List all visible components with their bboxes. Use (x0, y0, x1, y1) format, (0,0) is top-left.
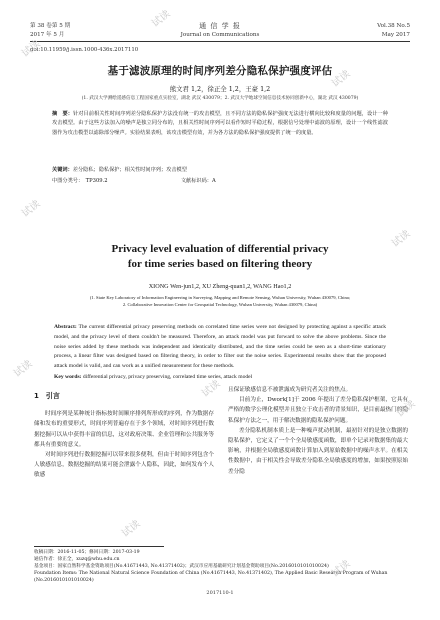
affiliation-en-1: (1. State Key Laboratory of Information Engineering in Surveying, Mapping and Remote Sensing, Wuhan University, Wuhan 430079, China; (89, 295, 351, 300)
paper-title-en-line2: for time series based on filtering theory (127, 258, 313, 270)
watermark: 试读 (389, 228, 413, 250)
footnote-corresponding: 通信作者：徐正全，xuzq@whu.edu.cn (34, 557, 120, 562)
authors-cn: 熊文君 1,2，徐正全 1,2，王豪 1,2 (169, 85, 271, 93)
body-paragraph: 目前为止，Dwork[1]于 2006 年提出了差分隐私保护框架，它具有严格的数学公理化模型并且独立于攻击者的背景知识，是目前最热门的隐私保护方法之一，用于解决数据的隐私保护问题。 (228, 397, 408, 424)
header-journal-cn: 通 信 学 报 (199, 22, 241, 30)
keywords-text-cn: 差分隐私；隐私保护；相关性时间序列；攻击模型 (72, 167, 187, 173)
watermark: 试读 (19, 38, 43, 60)
document-code: 文献标识码：A (180, 178, 216, 184)
header-volume-en: Vol.38 No.5 (377, 23, 410, 29)
keywords-en (54, 373, 386, 383)
abstract-en (54, 323, 386, 383)
watermark: 试读 (11, 358, 35, 380)
keywords-text-en: differential privacy, privacy preserving, correlated time series, attack model (82, 373, 253, 380)
paper-title-en-line1: Privacy level evaluation of differential privacy (111, 243, 329, 255)
body-paragraph: 时间序列是某种统计指标按时间顺序排列所形成的序列，作为数据存储和发布的重要形式，时间序列普遍存在于多个领域，对时间序列进行数据挖掘可以从中获得丰富的信息，这对政府决策、企业管理和公共服务等都具有重要的意义。 (34, 411, 214, 448)
body-column-right (228, 385, 408, 477)
footnote-funding-en: Foundation Items: The National Natural Science Foundation of China (No.41671443, No.41371402), The Applied Basic Research Program of Wuhan (No.2016010101010024) (34, 571, 388, 583)
header-journal-en: Journal on Communications (180, 32, 260, 38)
watermark: 试读 (199, 378, 223, 400)
abstract-cn (52, 110, 388, 138)
classification-line (52, 177, 388, 186)
authors-en: XIONG Wen-jun1,2, XU Zheng-quan1,2, WANG Hao1,2 (148, 283, 292, 290)
watermark: 试读 (119, 518, 143, 540)
watermark: 试读 (149, 8, 173, 30)
section-heading-introduction: 1 引言 (34, 392, 60, 400)
header-volume-cn: 第 38 卷第 5 期 (30, 23, 71, 29)
watermark: 试读 (19, 198, 43, 220)
watermark: 试读 (329, 68, 353, 90)
doi-line: doi:10.11959/j.issn.1000-436x.2017110 (30, 47, 139, 53)
clc-number: 中图分类号： TP309.2 (52, 178, 108, 184)
affiliations-en (40, 294, 400, 309)
keywords-label-en: Key words: (54, 373, 82, 380)
paper-title-cn: 基于滤波原理的时间序列差分隐私保护强度评估 (107, 65, 333, 77)
affiliations-cn: (1. 武汉大学测绘遥感信息工程国家重点实验室，湖北 武汉 430079；2. 武汉大学地球空间信息技术协同创新中心，湖北 武汉 430079) (81, 96, 359, 101)
paper-title-en (0, 242, 440, 272)
keywords-cn (52, 166, 388, 175)
affiliation-en-2: 2. Collaborative Innovation Center for Geospatial Technology, Wuhan University, Wuhan 430079, China) (122, 302, 318, 308)
footnote-funding-cn: 基金项目：国家自然科学基金资助项目(No.41671443, No.41371402)；武汉市应用基础研究计划基金资助项目(No.2016010101010024) (34, 564, 329, 569)
footnote-received: 收稿日期：2016-11-05；修回日期：2017-03-19 (34, 550, 140, 555)
abstract-text-en: The current differential privacy preserving methods on correlated time series were not designed by protecting against a specific attack model, and the privacy level of them couldn't be measured. Therefore, an attack model was put forward to solve the above problems. Since the noise series added by these methods was independent and identically distributed, and the time series could be seen as a short-time stationary process, a linear filter was designed based on filtering theory, in order to filter out the noise series. Experimental results show that the proposed attack model is valid, and can work as a unified measurement for these methods. (54, 324, 386, 370)
watermark: 试读 (394, 398, 418, 420)
watermark: 试读 (329, 558, 353, 580)
body-paragraph: 且保证敏感信息不被泄露成为研究者关注的焦点。 (228, 387, 352, 393)
header-date-cn: 2017 年 5 月 (30, 32, 65, 38)
abstract-text-cn: 针对目前相关性时间序列差分隐私保护方法没有统一的攻击模型，且不同方法的隐私保护强度无法进行横向比较和度量的问题，设计一种攻击模型。由于这些方法加入的噪声是独立同分布的，且相关性时间序列可以看作短时平稳过程，根据信号处理中滤波的原理，设计一个线性滤波器作为攻击模型以滤除部分噪声。实验结果表明，该攻击模型有效，并为各方法的隐私保护强度提供了统一的度量。 (52, 111, 388, 136)
abstract-label-en: Abstract: (54, 324, 77, 330)
page-number: 2017110-1 (206, 590, 234, 596)
body-paragraph: 对时间序列进行数据挖掘可以带来很多便利，但由于时间序列包含个人敏感信息，数据挖掘的结果可能会泄露个人隐私，因此，如何发布个人敏感 (34, 452, 214, 479)
footnote-rule (34, 546, 164, 547)
keywords-label-cn: 关键词： (52, 167, 73, 173)
header-rule (30, 41, 410, 42)
header-date-en: May 2017 (381, 32, 410, 38)
body-column-left (34, 385, 214, 481)
body-paragraph: 差分隐私机制本质上是一种噪声扰动机制，最初针对的是独立数据的隐私保护，它定义了一个个全局敏感度函数，即单个记录对数据集的最大影响，并根据全局敏感度函数计算加入到原始数据中的噪声水平。在相关性数据中，由于相关性会导致差分隐私全局敏感度的增加，如果按照原始差分隐 (228, 427, 408, 475)
abstract-label-cn: 摘 要： (52, 111, 74, 117)
